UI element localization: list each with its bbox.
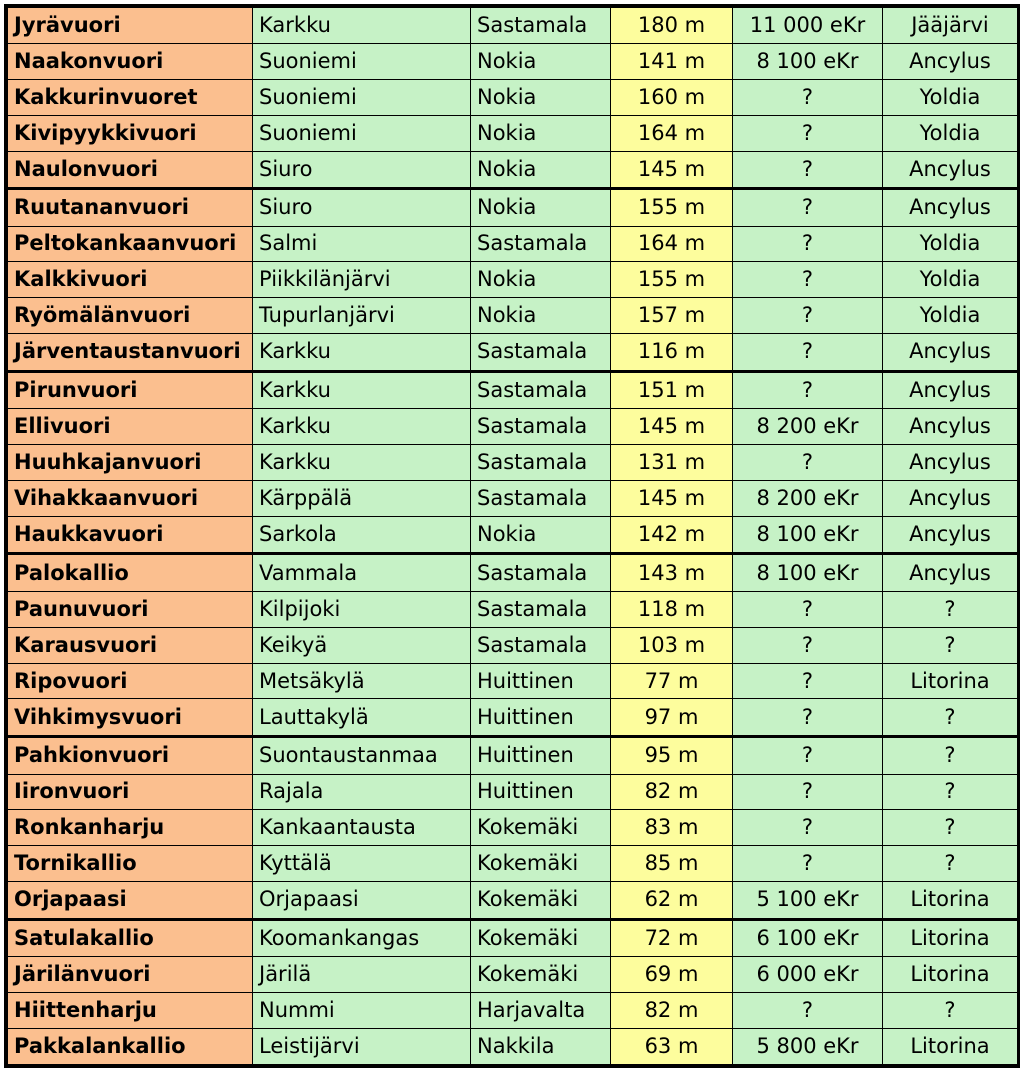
age-cell: 6 000 eKr	[733, 957, 883, 993]
age-cell: ?	[733, 774, 883, 810]
baltic-stage-cell: Yoldia	[883, 79, 1018, 115]
baltic-stage-cell: Ancylus	[883, 371, 1018, 409]
elevation-cell: 143 m	[611, 554, 733, 592]
elevation-cell: 180 m	[611, 8, 733, 44]
municipality-cell: Nokia	[471, 516, 611, 554]
table-row	[8, 516, 1018, 554]
baltic-stage-cell: Ancylus	[883, 554, 1018, 592]
baltic-stage-cell: Ancylus	[883, 445, 1018, 481]
village-cell: Karkku	[253, 334, 471, 372]
elevation-cell: 95 m	[611, 736, 733, 774]
municipality-cell: Sastamala	[471, 226, 611, 262]
municipality-cell: Kokemäki	[471, 846, 611, 882]
hill-name-cell: Naulonvuori	[8, 151, 253, 189]
municipality-cell: Nokia	[471, 79, 611, 115]
age-cell: ?	[733, 226, 883, 262]
table-row	[8, 846, 1018, 882]
age-cell: ?	[733, 810, 883, 846]
village-cell: Siuro	[253, 151, 471, 189]
age-cell: ?	[733, 262, 883, 298]
table-row	[8, 334, 1018, 372]
table-row	[8, 957, 1018, 993]
baltic-stage-cell: ?	[883, 736, 1018, 774]
age-cell: ?	[733, 189, 883, 227]
municipality-cell: Nokia	[471, 189, 611, 227]
baltic-stage-cell: ?	[883, 993, 1018, 1029]
age-cell: 6 100 eKr	[733, 919, 883, 957]
table-row	[8, 554, 1018, 592]
baltic-stage-cell: ?	[883, 774, 1018, 810]
elevation-cell: 145 m	[611, 409, 733, 445]
hill-name-cell: Kakkurinvuoret	[8, 79, 253, 115]
municipality-cell: Huittinen	[471, 663, 611, 699]
village-cell: Tupurlanjärvi	[253, 298, 471, 334]
hills-table	[7, 7, 1018, 1065]
village-cell: Lauttakylä	[253, 699, 471, 737]
baltic-stage-cell: ?	[883, 699, 1018, 737]
age-cell: ?	[733, 663, 883, 699]
village-cell: Nummi	[253, 993, 471, 1029]
village-cell: Keikyä	[253, 627, 471, 663]
elevation-cell: 62 m	[611, 882, 733, 920]
age-cell: 5 800 eKr	[733, 1028, 883, 1064]
table-row	[8, 627, 1018, 663]
village-cell: Kilpijoki	[253, 591, 471, 627]
age-cell: ?	[733, 298, 883, 334]
age-cell: ?	[733, 993, 883, 1029]
baltic-stage-cell: ?	[883, 846, 1018, 882]
age-cell: ?	[733, 115, 883, 151]
hill-name-cell: Järilänvuori	[8, 957, 253, 993]
municipality-cell: Nokia	[471, 262, 611, 298]
hill-name-cell: Peltokankaanvuori	[8, 226, 253, 262]
elevation-cell: 164 m	[611, 115, 733, 151]
baltic-stage-cell: Ancylus	[883, 189, 1018, 227]
baltic-stage-cell: Ancylus	[883, 516, 1018, 554]
hill-name-cell: Vihkimysvuori	[8, 699, 253, 737]
table-row	[8, 1028, 1018, 1064]
data-table-frame	[4, 4, 1020, 1068]
elevation-cell: 77 m	[611, 663, 733, 699]
village-cell: Kärppälä	[253, 480, 471, 516]
table-row	[8, 882, 1018, 920]
baltic-stage-cell: Ancylus	[883, 409, 1018, 445]
age-cell: ?	[733, 627, 883, 663]
village-cell: Suoniemi	[253, 115, 471, 151]
village-cell: Kyttälä	[253, 846, 471, 882]
elevation-cell: 72 m	[611, 919, 733, 957]
hill-name-cell: Satulakallio	[8, 919, 253, 957]
elevation-cell: 131 m	[611, 445, 733, 481]
municipality-cell: Kokemäki	[471, 810, 611, 846]
village-cell: Karkku	[253, 445, 471, 481]
baltic-stage-cell: ?	[883, 591, 1018, 627]
table-row	[8, 8, 1018, 44]
elevation-cell: 83 m	[611, 810, 733, 846]
age-cell: 5 100 eKr	[733, 882, 883, 920]
table-row	[8, 43, 1018, 79]
hill-name-cell: Hiittenharju	[8, 993, 253, 1029]
village-cell: Karkku	[253, 409, 471, 445]
elevation-cell: 103 m	[611, 627, 733, 663]
hill-name-cell: Pakkalankallio	[8, 1028, 253, 1064]
table-row	[8, 480, 1018, 516]
elevation-cell: 85 m	[611, 846, 733, 882]
age-cell: 8 100 eKr	[733, 554, 883, 592]
municipality-cell: Sastamala	[471, 480, 611, 516]
elevation-cell: 116 m	[611, 334, 733, 372]
table-row	[8, 151, 1018, 189]
elevation-cell: 97 m	[611, 699, 733, 737]
table-row	[8, 298, 1018, 334]
baltic-stage-cell: Yoldia	[883, 298, 1018, 334]
village-cell: Piikkilänjärvi	[253, 262, 471, 298]
village-cell: Salmi	[253, 226, 471, 262]
baltic-stage-cell: Yoldia	[883, 262, 1018, 298]
municipality-cell: Sastamala	[471, 591, 611, 627]
hill-name-cell: Naakonvuori	[8, 43, 253, 79]
table-row	[8, 262, 1018, 298]
elevation-cell: 155 m	[611, 262, 733, 298]
village-cell: Suoniemi	[253, 43, 471, 79]
elevation-cell: 69 m	[611, 957, 733, 993]
elevation-cell: 82 m	[611, 993, 733, 1029]
age-cell: 11 000 eKr	[733, 8, 883, 44]
age-cell: 8 200 eKr	[733, 480, 883, 516]
hill-name-cell: Kalkkivuori	[8, 262, 253, 298]
village-cell: Metsäkylä	[253, 663, 471, 699]
municipality-cell: Nokia	[471, 43, 611, 79]
hill-name-cell: Orjapaasi	[8, 882, 253, 920]
hill-name-cell: Paunuvuori	[8, 591, 253, 627]
village-cell: Orjapaasi	[253, 882, 471, 920]
age-cell: ?	[733, 334, 883, 372]
baltic-stage-cell: Litorina	[883, 1028, 1018, 1064]
municipality-cell: Huittinen	[471, 774, 611, 810]
age-cell: ?	[733, 151, 883, 189]
elevation-cell: 160 m	[611, 79, 733, 115]
baltic-stage-cell: Litorina	[883, 663, 1018, 699]
age-cell: ?	[733, 371, 883, 409]
municipality-cell: Kokemäki	[471, 919, 611, 957]
elevation-cell: 151 m	[611, 371, 733, 409]
village-cell: Rajala	[253, 774, 471, 810]
municipality-cell: Sastamala	[471, 334, 611, 372]
village-cell: Karkku	[253, 371, 471, 409]
age-cell: 8 200 eKr	[733, 409, 883, 445]
hill-name-cell: Pahkionvuori	[8, 736, 253, 774]
baltic-stage-cell: Yoldia	[883, 226, 1018, 262]
hill-name-cell: Iironvuori	[8, 774, 253, 810]
table-body	[8, 8, 1018, 1065]
table-row	[8, 115, 1018, 151]
baltic-stage-cell: Ancylus	[883, 480, 1018, 516]
baltic-stage-cell: Ancylus	[883, 151, 1018, 189]
table-row	[8, 993, 1018, 1029]
municipality-cell: Sastamala	[471, 554, 611, 592]
baltic-stage-cell: Yoldia	[883, 115, 1018, 151]
table-row	[8, 189, 1018, 227]
table-row	[8, 810, 1018, 846]
hill-name-cell: Karausvuori	[8, 627, 253, 663]
elevation-cell: 141 m	[611, 43, 733, 79]
municipality-cell: Sastamala	[471, 371, 611, 409]
village-cell: Vammala	[253, 554, 471, 592]
municipality-cell: Nokia	[471, 115, 611, 151]
municipality-cell: Sastamala	[471, 409, 611, 445]
elevation-cell: 157 m	[611, 298, 733, 334]
hill-name-cell: Huuhkajanvuori	[8, 445, 253, 481]
village-cell: Suoniemi	[253, 79, 471, 115]
municipality-cell: Nokia	[471, 298, 611, 334]
municipality-cell: Kokemäki	[471, 882, 611, 920]
municipality-cell: Huittinen	[471, 699, 611, 737]
baltic-stage-cell: Litorina	[883, 957, 1018, 993]
baltic-stage-cell: ?	[883, 627, 1018, 663]
table-row	[8, 591, 1018, 627]
elevation-cell: 142 m	[611, 516, 733, 554]
elevation-cell: 164 m	[611, 226, 733, 262]
hill-name-cell: Ripovuori	[8, 663, 253, 699]
table-row	[8, 919, 1018, 957]
hill-name-cell: Pirunvuori	[8, 371, 253, 409]
municipality-cell: Huittinen	[471, 736, 611, 774]
village-cell: Koomankangas	[253, 919, 471, 957]
table-row	[8, 445, 1018, 481]
village-cell: Leistijärvi	[253, 1028, 471, 1064]
table-row	[8, 699, 1018, 737]
municipality-cell: Nokia	[471, 151, 611, 189]
elevation-cell: 63 m	[611, 1028, 733, 1064]
table-row	[8, 79, 1018, 115]
age-cell: ?	[733, 591, 883, 627]
hill-name-cell: Haukkavuori	[8, 516, 253, 554]
age-cell: ?	[733, 79, 883, 115]
hill-name-cell: Kivipyykkivuori	[8, 115, 253, 151]
baltic-stage-cell: ?	[883, 810, 1018, 846]
age-cell: ?	[733, 699, 883, 737]
village-cell: Siuro	[253, 189, 471, 227]
village-cell: Suontaustanmaa	[253, 736, 471, 774]
baltic-stage-cell: Litorina	[883, 919, 1018, 957]
municipality-cell: Sastamala	[471, 627, 611, 663]
hill-name-cell: Ronkanharju	[8, 810, 253, 846]
table-row	[8, 736, 1018, 774]
baltic-stage-cell: Ancylus	[883, 43, 1018, 79]
age-cell: 8 100 eKr	[733, 516, 883, 554]
baltic-stage-cell: Litorina	[883, 882, 1018, 920]
hill-name-cell: Järventaustanvuori	[8, 334, 253, 372]
elevation-cell: 82 m	[611, 774, 733, 810]
table-row	[8, 226, 1018, 262]
elevation-cell: 155 m	[611, 189, 733, 227]
municipality-cell: Nakkila	[471, 1028, 611, 1064]
elevation-cell: 145 m	[611, 151, 733, 189]
age-cell: ?	[733, 736, 883, 774]
table-row	[8, 371, 1018, 409]
age-cell: ?	[733, 846, 883, 882]
baltic-stage-cell: Jääjärvi	[883, 8, 1018, 44]
municipality-cell: Sastamala	[471, 8, 611, 44]
village-cell: Sarkola	[253, 516, 471, 554]
baltic-stage-cell: Ancylus	[883, 334, 1018, 372]
hill-name-cell: Ryömälänvuori	[8, 298, 253, 334]
age-cell: ?	[733, 445, 883, 481]
age-cell: 8 100 eKr	[733, 43, 883, 79]
municipality-cell: Harjavalta	[471, 993, 611, 1029]
village-cell: Karkku	[253, 8, 471, 44]
table-row	[8, 663, 1018, 699]
hill-name-cell: Jyrävuori	[8, 8, 253, 44]
hill-name-cell: Ruutananvuori	[8, 189, 253, 227]
elevation-cell: 145 m	[611, 480, 733, 516]
hill-name-cell: Ellivuori	[8, 409, 253, 445]
hill-name-cell: Palokallio	[8, 554, 253, 592]
village-cell: Kankaantausta	[253, 810, 471, 846]
municipality-cell: Kokemäki	[471, 957, 611, 993]
municipality-cell: Sastamala	[471, 445, 611, 481]
village-cell: Järilä	[253, 957, 471, 993]
hill-name-cell: Vihakkaanvuori	[8, 480, 253, 516]
table-row	[8, 409, 1018, 445]
elevation-cell: 118 m	[611, 591, 733, 627]
hill-name-cell: Tornikallio	[8, 846, 253, 882]
table-row	[8, 774, 1018, 810]
